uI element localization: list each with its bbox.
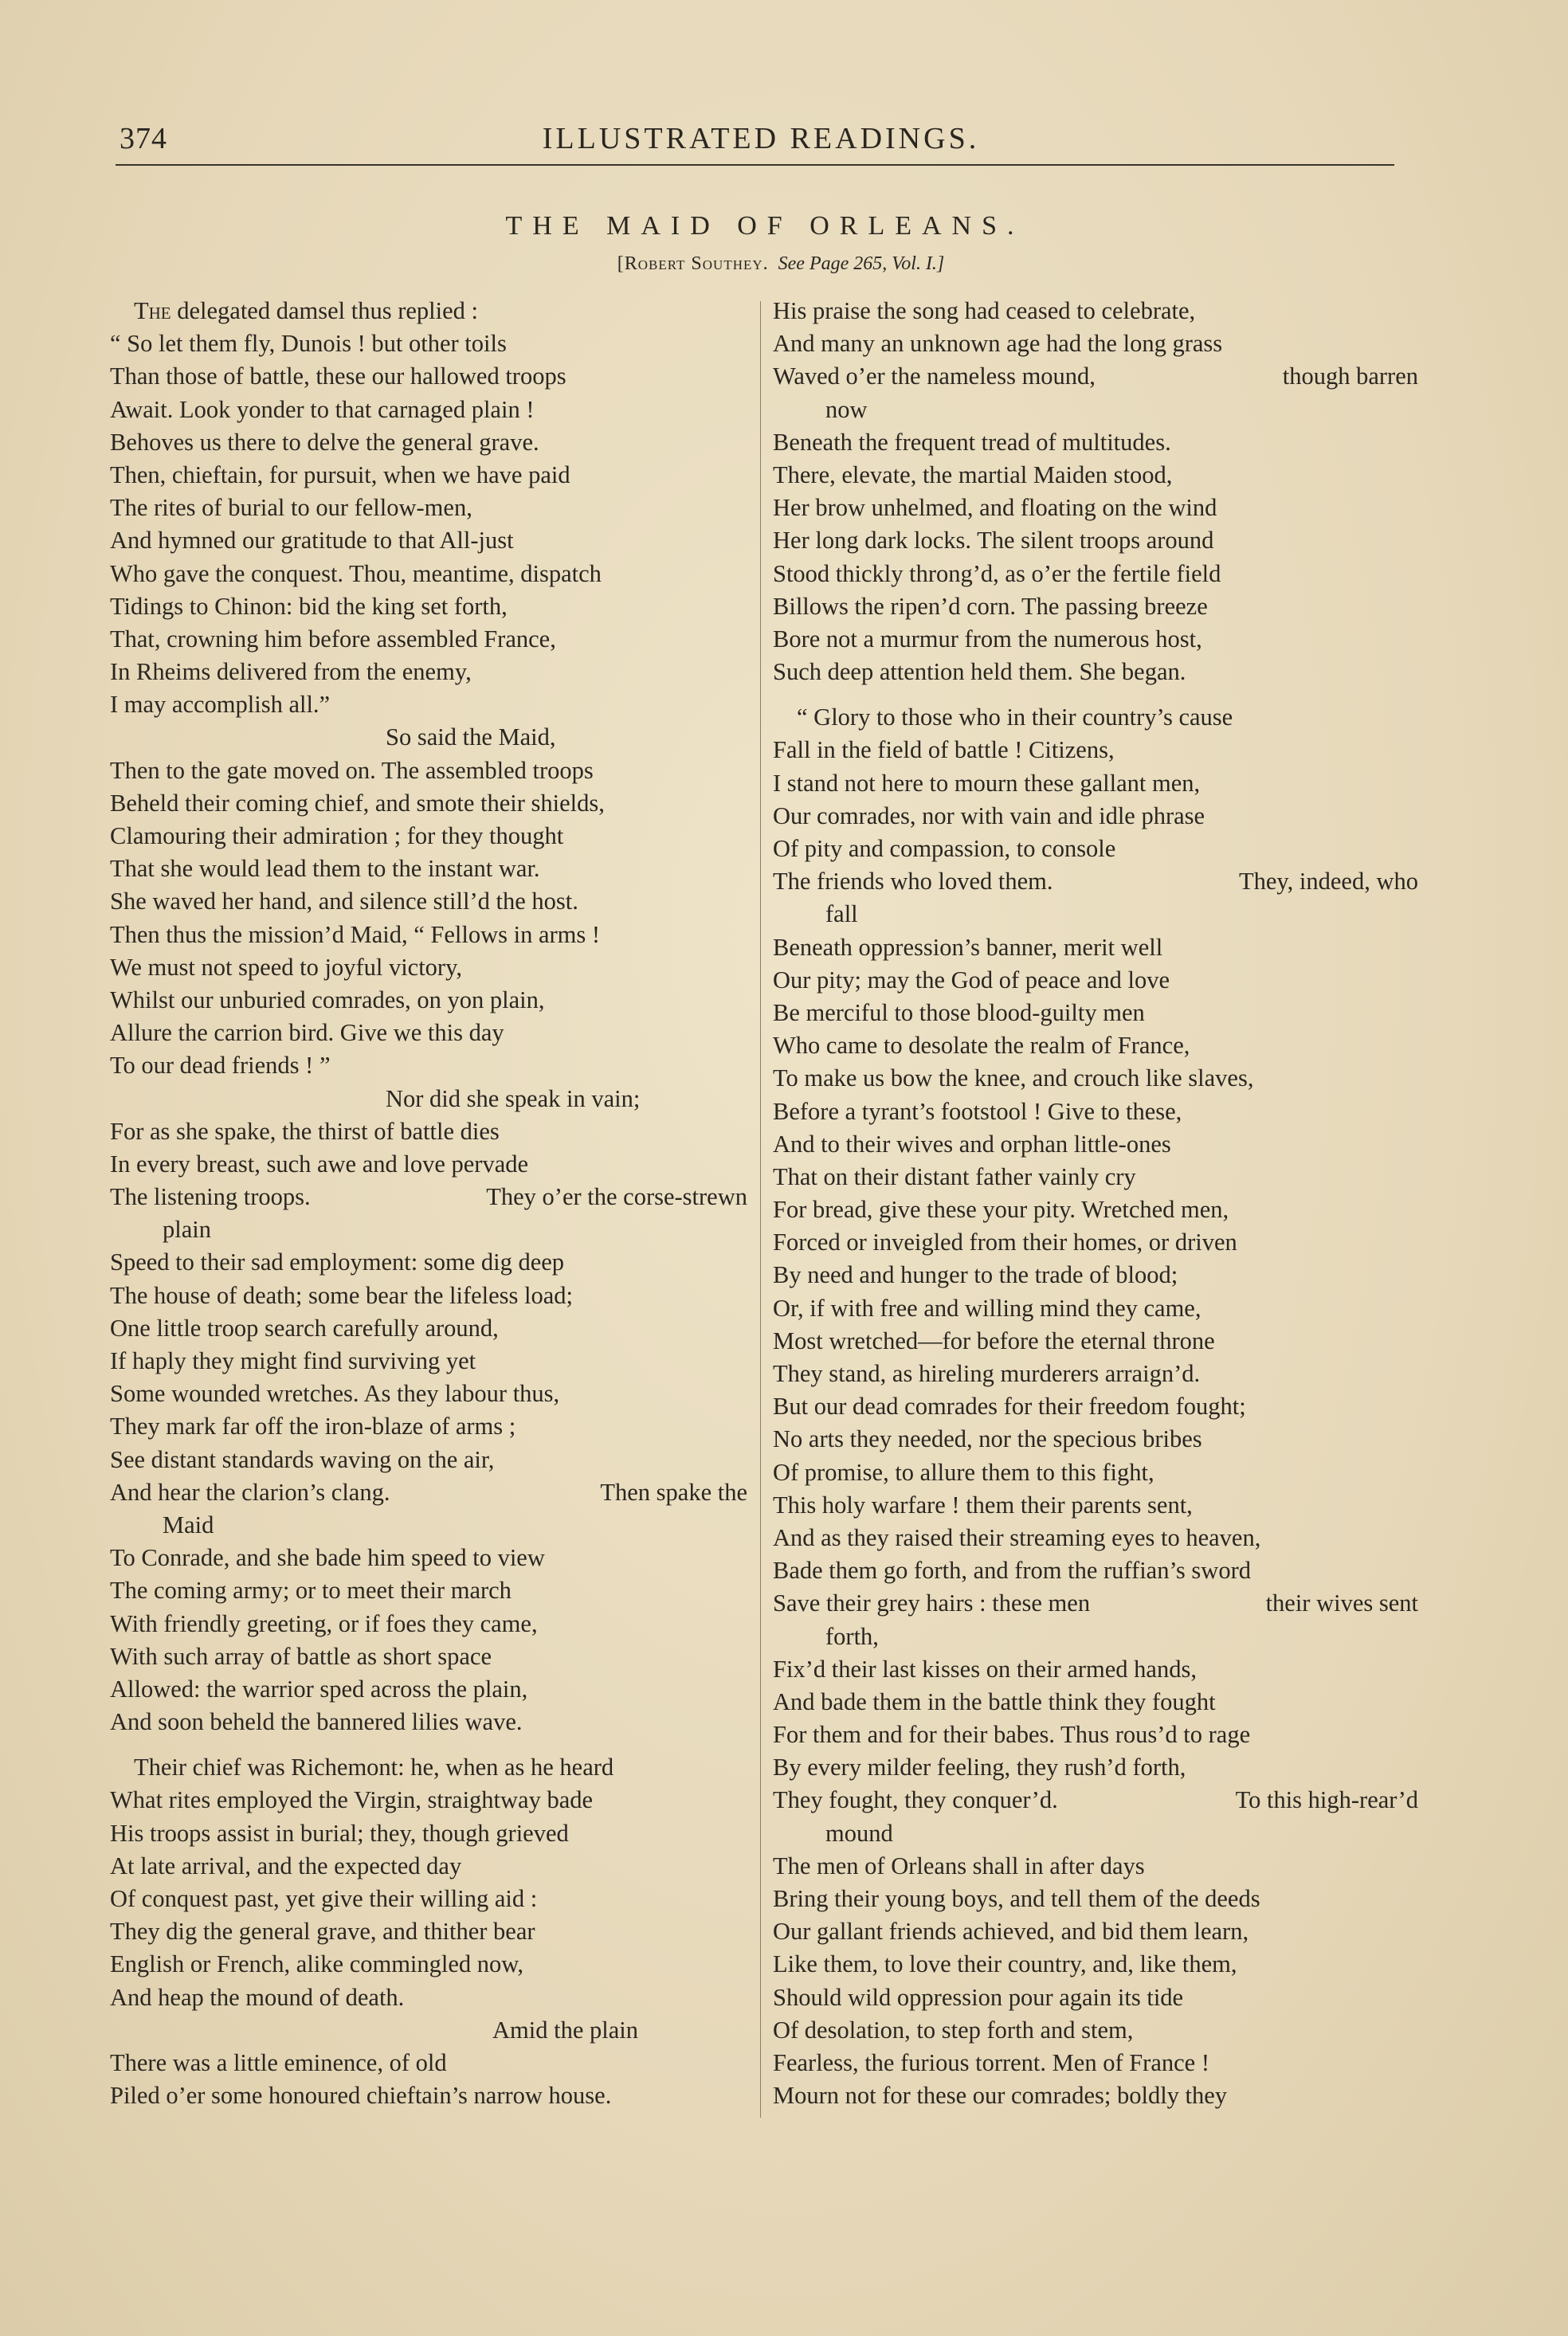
poem-line: Stood thickly throng’d, as o’er the fertile field bbox=[773, 559, 1221, 587]
poem-line: Fearless, the furious torrent. Men of France ! bbox=[773, 2048, 1209, 2076]
poem-line: And many an unknown age had the long grass bbox=[773, 330, 1223, 358]
poem-line: “ So let them fly, Dunois ! but other toils bbox=[110, 330, 507, 358]
poem-line: Behoves us there to delve the general grave. bbox=[110, 428, 539, 456]
poem-line: That, crowning him before assembled France, bbox=[110, 625, 556, 653]
poem-line: Some wounded wretches. As they labour thus, bbox=[110, 1380, 560, 1408]
poem-line: Clamouring their admiration ; for they thought bbox=[110, 822, 564, 849]
poem-line: By need and hunger to the trade of blood; bbox=[773, 1261, 1178, 1289]
poem-line: With friendly greeting, or if foes they came, bbox=[110, 1609, 538, 1637]
poem-line: Amid the plain bbox=[492, 2016, 638, 2044]
poem-line: Than those of battle, these our hallowed troops bbox=[110, 363, 566, 390]
poem-line: Our gallant friends achieved, and bid them learn, bbox=[773, 1918, 1249, 1946]
poem-line: And heap the mound of death. bbox=[110, 1983, 405, 2011]
poem-line: His praise the song had ceased to celebrate, bbox=[773, 297, 1196, 324]
poem-line: The delegated damsel thus replied : bbox=[134, 297, 478, 324]
poem-line: For as she spake, the thirst of battle dies bbox=[110, 1117, 500, 1145]
poem-line: Such deep attention held them. She began. bbox=[773, 658, 1186, 686]
page-header bbox=[120, 121, 1402, 161]
poem-line: Nor did she speak in vain; bbox=[386, 1084, 641, 1112]
poem-line: I may accomplish all.” bbox=[110, 691, 331, 719]
poem-line: Like them, to love their country, and, like them, bbox=[773, 1950, 1237, 1978]
poem-line: For bread, give these your pity. Wretched men, bbox=[773, 1196, 1229, 1224]
poem-line: The coming army; or to meet their march bbox=[110, 1577, 512, 1605]
poem-line: To our dead friends ! ” bbox=[110, 1052, 331, 1080]
poem-line: But our dead comrades for their freedom fought; bbox=[773, 1393, 1246, 1421]
poem-line: There was a little eminence, of old bbox=[110, 2048, 447, 2076]
poem-line: Beneath the frequent tread of multitudes. bbox=[773, 428, 1171, 456]
poem-line: And bade them in the battle think they fought bbox=[773, 1687, 1216, 1715]
poem-line: To Conrade, and she bade him speed to view bbox=[110, 1544, 545, 1572]
poem-line: Forced or inveigled from their homes, or driven bbox=[773, 1229, 1237, 1256]
poem-line: Speed to their sad employment: some dig deep bbox=[110, 1248, 565, 1276]
poem-line: In Rheims delivered from the enemy, bbox=[110, 658, 472, 686]
poem-line: Whilst our unburied comrades, on yon plain, bbox=[110, 986, 545, 1013]
running-head: ILLUSTRATED READINGS. bbox=[542, 122, 980, 155]
poem-line: And hymned our gratitude to that All-just bbox=[110, 527, 514, 555]
poem-line: His troops assist in burial; they, though grieved bbox=[110, 1819, 569, 1847]
poem-line-continuation: plain bbox=[163, 1216, 211, 1244]
poem-line: Tidings to Chinon: bid the king set forth, bbox=[110, 592, 508, 620]
poem-line-continuation: mound bbox=[825, 1819, 893, 1847]
poem-line: Who came to desolate the realm of France, bbox=[773, 1032, 1190, 1060]
poem-line: They fought, they conquer’d. To this high-rear’d bbox=[773, 1786, 1418, 1814]
page-number: 374 bbox=[120, 122, 167, 155]
poem-line: Before a tyrant’s footstool ! Give to these, bbox=[773, 1097, 1182, 1125]
poem-line: They dig the general grave, and thither bear bbox=[110, 1918, 535, 1946]
poem-line: Our comrades, nor with vain and idle phrase bbox=[773, 802, 1205, 829]
poem-line: Bore not a murmur from the numerous host, bbox=[773, 625, 1202, 653]
poem-line: Of conquest past, yet give their willing aid : bbox=[110, 1885, 538, 1912]
poem-line: That on their distant father vainly cry bbox=[773, 1162, 1136, 1190]
poem-line: The house of death; some bear the lifeless load; bbox=[110, 1281, 574, 1309]
poem-line: So said the Maid, bbox=[386, 723, 556, 751]
stanza-gap bbox=[110, 1738, 747, 1751]
poem-line-continuation: fall bbox=[825, 900, 858, 928]
poem-line: Fall in the field of battle ! Citizens, bbox=[773, 736, 1115, 764]
poem-line: Or, if with free and willing mind they came, bbox=[773, 1294, 1201, 1322]
poem-line: “ Glory to those who in their country’s cause bbox=[797, 704, 1233, 731]
poem-line: Her brow unhelmed, and floating on the wind bbox=[773, 494, 1217, 522]
poem-line: I stand not here to mourn these gallant men, bbox=[773, 769, 1201, 797]
poem-line: The rites of burial to our fellow-men, bbox=[110, 494, 472, 522]
poem-line: Should wild oppression pour again its tide bbox=[773, 1983, 1184, 2011]
poem-line: Billows the ripen’d corn. The passing breeze bbox=[773, 592, 1208, 620]
poem-line: English or French, alike commingled now, bbox=[110, 1950, 523, 1978]
stanza-gap bbox=[773, 688, 1418, 701]
poem-line: Her long dark locks. The silent troops around bbox=[773, 527, 1214, 555]
poem-line: Most wretched—for before the eternal throne bbox=[773, 1327, 1215, 1354]
poem-line: Save their grey hairs : these men their wives sent bbox=[773, 1589, 1418, 1617]
poem-line: The listening troops. They o’er the corse-strewn bbox=[110, 1183, 747, 1211]
poem-line: She waved her hand, and silence still’d the host. bbox=[110, 888, 578, 915]
poem-line: Allowed: the warrior sped across the plain, bbox=[110, 1675, 528, 1703]
poem-line: That she would lead them to the instant war. bbox=[110, 855, 540, 883]
poem-line: And as they raised their streaming eyes to heaven, bbox=[773, 1523, 1261, 1551]
poem-line: Piled o’er some honoured chieftain’s narrow house. bbox=[110, 2082, 612, 2110]
left-column bbox=[110, 295, 747, 2112]
poem-line: Waved o’er the nameless mound, though barren bbox=[773, 363, 1418, 390]
poem-line: Then thus the mission’d Maid, “ Fellows in arms ! bbox=[110, 920, 601, 948]
poem-line: Who gave the conquest. Thou, meantime, dispatch bbox=[110, 559, 602, 587]
poem-line: And soon beheld the bannered lilies wave. bbox=[110, 1708, 523, 1736]
poem-line: See distant standards waving on the air, bbox=[110, 1445, 495, 1473]
author-name: [Robert Southey. bbox=[617, 253, 769, 274]
poem-line: Beneath oppression’s banner, merit well bbox=[773, 933, 1163, 961]
poem-line: By every milder feeling, they rush’d forth, bbox=[773, 1754, 1186, 1781]
poem-line: In every breast, such awe and love pervade bbox=[110, 1150, 529, 1178]
poem-line: They mark far off the iron-blaze of arms ; bbox=[110, 1413, 516, 1440]
poem-line: Allure the carrion bird. Give we this day bbox=[110, 1019, 504, 1047]
poem-line-continuation: Maid bbox=[163, 1511, 214, 1538]
poem-line: To make us bow the knee, and crouch like slaves, bbox=[773, 1064, 1254, 1092]
column-divider bbox=[760, 301, 761, 2118]
poem-line: Bring their young boys, and tell them of the deeds bbox=[773, 1885, 1260, 1912]
poem-line: And to their wives and orphan little-ones bbox=[773, 1130, 1171, 1158]
poem-line: This holy warfare ! them their parents sent, bbox=[773, 1491, 1193, 1519]
poem-line: One little troop search carefully around, bbox=[110, 1314, 499, 1342]
poem-line: Then, chieftain, for pursuit, when we have paid bbox=[110, 461, 570, 488]
drop-word: The bbox=[134, 297, 171, 324]
poem-line: What rites employed the Virgin, straightway bade bbox=[110, 1786, 594, 1814]
poem-title: THE MAID OF ORLEANS. bbox=[505, 211, 1025, 241]
attribution bbox=[478, 253, 1084, 275]
poem-line: Beheld their coming chief, and smote their shields, bbox=[110, 789, 605, 817]
poem-line: With such array of battle as short space bbox=[110, 1642, 492, 1670]
poem-line: Our pity; may the God of peace and love bbox=[773, 966, 1170, 994]
poem-line-continuation: now bbox=[825, 395, 868, 423]
poem-line: Mourn not for these our comrades; boldly they bbox=[773, 2082, 1228, 2110]
poem-line: There, elevate, the martial Maiden stood, bbox=[773, 461, 1173, 488]
poem-line: At late arrival, and the expected day bbox=[110, 1852, 462, 1879]
header-rule bbox=[116, 164, 1394, 166]
poem-line: The men of Orleans shall in after days bbox=[773, 1852, 1145, 1879]
poem-line: And hear the clarion’s clang. Then spake the bbox=[110, 1478, 747, 1506]
poem-line: Be merciful to those blood-guilty men bbox=[773, 998, 1145, 1026]
poem-line-continuation: forth, bbox=[825, 1622, 879, 1650]
poem-line: Await. Look yonder to that carnaged plain ! bbox=[110, 395, 535, 423]
poem-line: Fix’d their last kisses on their armed hands, bbox=[773, 1655, 1197, 1683]
poem-line: Of desolation, to step forth and stem, bbox=[773, 2016, 1134, 2044]
page-reference: See Page 265, Vol. I.] bbox=[778, 253, 945, 274]
poem-line: Of promise, to allure them to this fight, bbox=[773, 1458, 1154, 1486]
poem-line: Their chief was Richemont: he, when as he heard bbox=[134, 1754, 614, 1781]
poem-line: If haply they might find surviving yet bbox=[110, 1347, 476, 1374]
poem-line: Bade them go forth, and from the ruffian’s sword bbox=[773, 1557, 1251, 1585]
right-column bbox=[773, 295, 1418, 2112]
poem-line: For them and for their babes. Thus rous’d to rage bbox=[773, 1721, 1251, 1749]
poem-line: They stand, as hireling murderers arraign’d. bbox=[773, 1360, 1201, 1387]
poem-line: No arts they needed, nor the specious bribes bbox=[773, 1425, 1202, 1453]
poem-line: Of pity and compassion, to console bbox=[773, 835, 1116, 862]
poem-line: Then to the gate moved on. The assembled troops bbox=[110, 756, 594, 784]
poem-line: The friends who loved them. They, indeed, who bbox=[773, 868, 1418, 896]
poem-line: We must not speed to joyful victory, bbox=[110, 953, 462, 981]
